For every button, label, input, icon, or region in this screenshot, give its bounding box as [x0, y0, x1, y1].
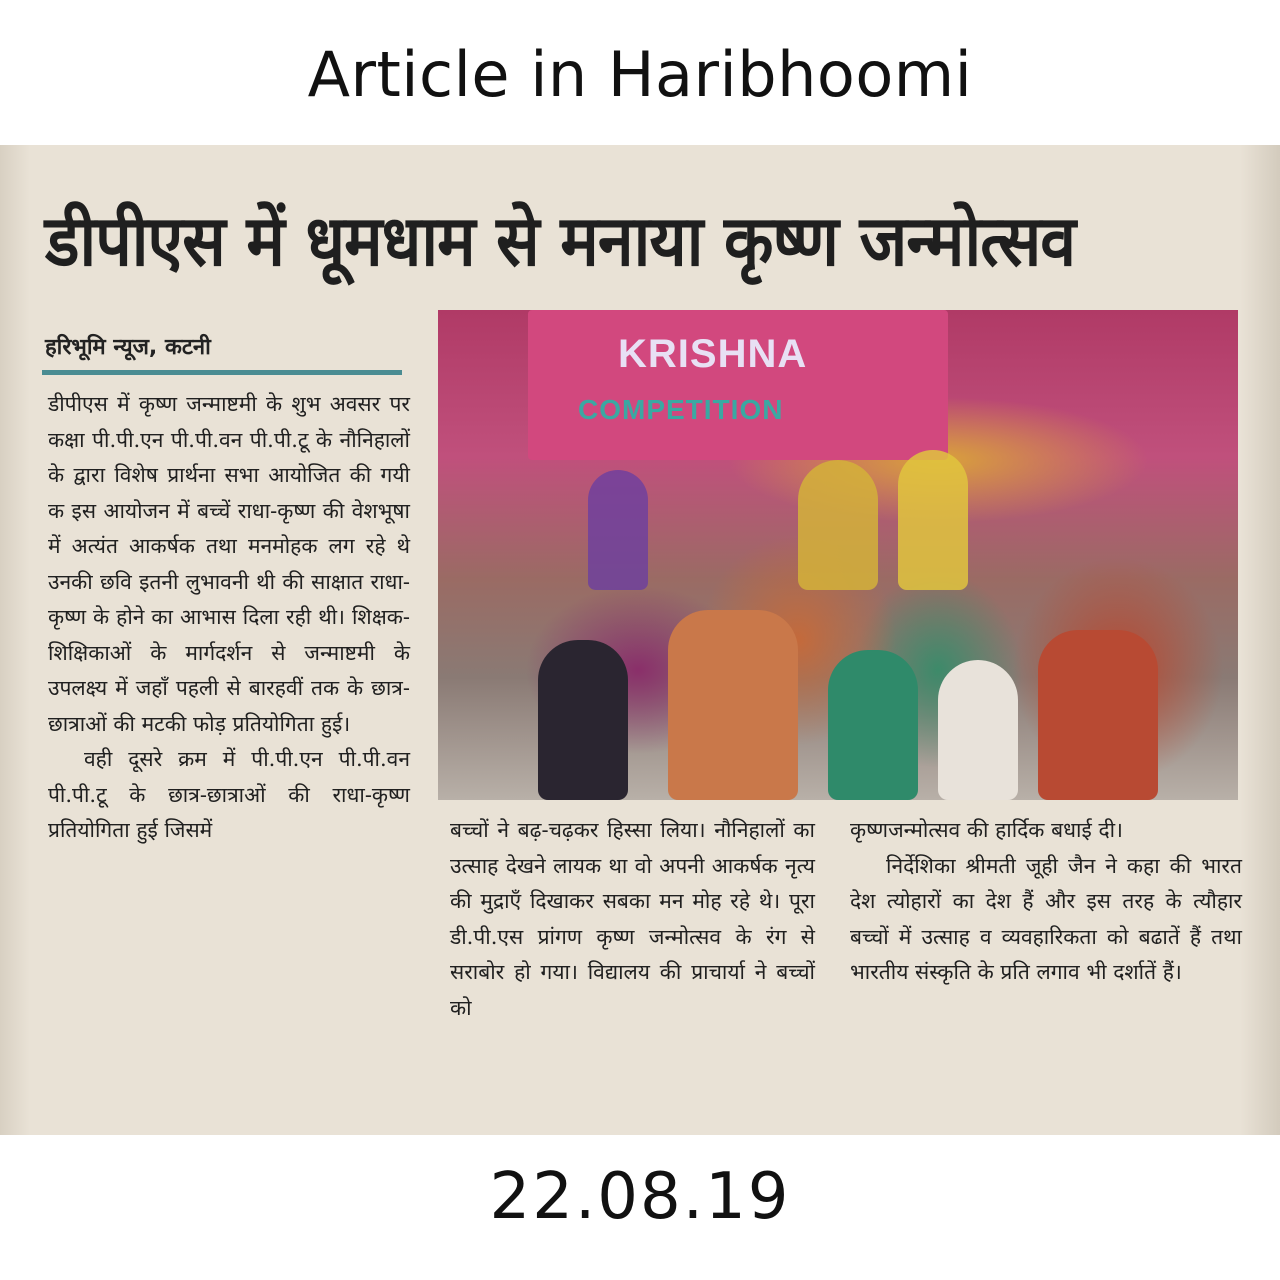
photo-banner-text-krishna: KRISHNA [618, 332, 808, 376]
clipping-right-edge [1240, 145, 1280, 1135]
newspaper-clipping [0, 145, 1280, 1135]
column-1-paragraph-2: वही दूसरे क्रम में पी.पी.एन पी.पी.वन पी.पी.टू के छात्र-छात्राओं की राधा-कृष्ण प्रतियोगिता हुई जिसमें [48, 747, 410, 842]
article-column-1 [48, 387, 410, 849]
photo-banner-text-competition: COMPETITION [578, 394, 784, 425]
column-1-paragraph-1: डीपीएस में कृष्ण जन्माष्टमी के शुभ अवसर पर कक्षा पी.पी.एन पी.पी.वन पी.पी.टू के नौनिहालों के द्वारा विशेष प्रार्थना सभा आयोजित की गयी क इस आयोजन में बच्चें राधा-कृष्ण की वेशभूषा में अत्यंत आकर्षक तथा मनमोहक लग रहे थे उनकी छवि इतनी लुभावनी थी की साक्षात राधा-कृष्ण के होने का आभास दिला रही थी। शिक्षक-शिक्षिकाओं के मार्गदर्शन से जन्माष्टमी के उपलक्ष्य में जहाँ पहली से बारहवीं तक के छात्र-छात्राओं की मटकी फोड़ प्रतियोगिता हुई। [48, 392, 410, 736]
child-figure-3 [828, 650, 918, 800]
article-date: 22.08.19 [489, 1160, 791, 1234]
article-byline: हरिभूमि न्यूज, कटनी [45, 335, 211, 360]
child-figure-4 [938, 660, 1018, 800]
column-3-paragraph-1: कृष्णजन्मोत्सव की हार्दिक बधाई दी। [850, 818, 1123, 842]
page-title: Article in Haribhoomi [307, 38, 973, 111]
column-2-paragraph-1: बच्चों ने बढ़-चढ़कर हिस्सा लिया। नौनिहालों का उत्साह देखने लायक था वो अपनी आकर्षक नृत्य की मुद्राएँ दिखाकर सबका मन मोह रहे थे। पूरा डी.पी.एस प्रांगण कृष्ण जन्मोत्सव के रंग से सराबोर हो गया। विद्यालय की प्राचार्या ने बच्चों को [450, 818, 815, 1020]
article-column-2 [450, 813, 815, 1026]
background-figure-3 [898, 450, 968, 590]
clipping-left-edge [0, 145, 30, 1135]
article-column-3 [850, 813, 1242, 991]
background-figure-1 [588, 470, 648, 590]
background-figure-2 [798, 460, 878, 590]
child-figure-1 [538, 640, 628, 800]
column-3-paragraph-2: निर्देशिका श्रीमती जूही जैन ने कहा की भारत देश त्योहारों का देश हैं और इस तरह के त्यौहार बच्चों में उत्साह व व्यवहारिकता को बढातें हैं तथा भारतीय संस्कृति के प्रति लगाव भी दर्शातें हैं। [850, 853, 1242, 984]
child-figure-2 [668, 610, 798, 800]
event-photo [438, 310, 1238, 800]
article-headline: डीपीएस में धूमधाम से मनाया कृष्ण जन्मोत्सव [45, 200, 1076, 282]
byline-divider [42, 370, 402, 375]
child-figure-5 [1038, 630, 1158, 800]
